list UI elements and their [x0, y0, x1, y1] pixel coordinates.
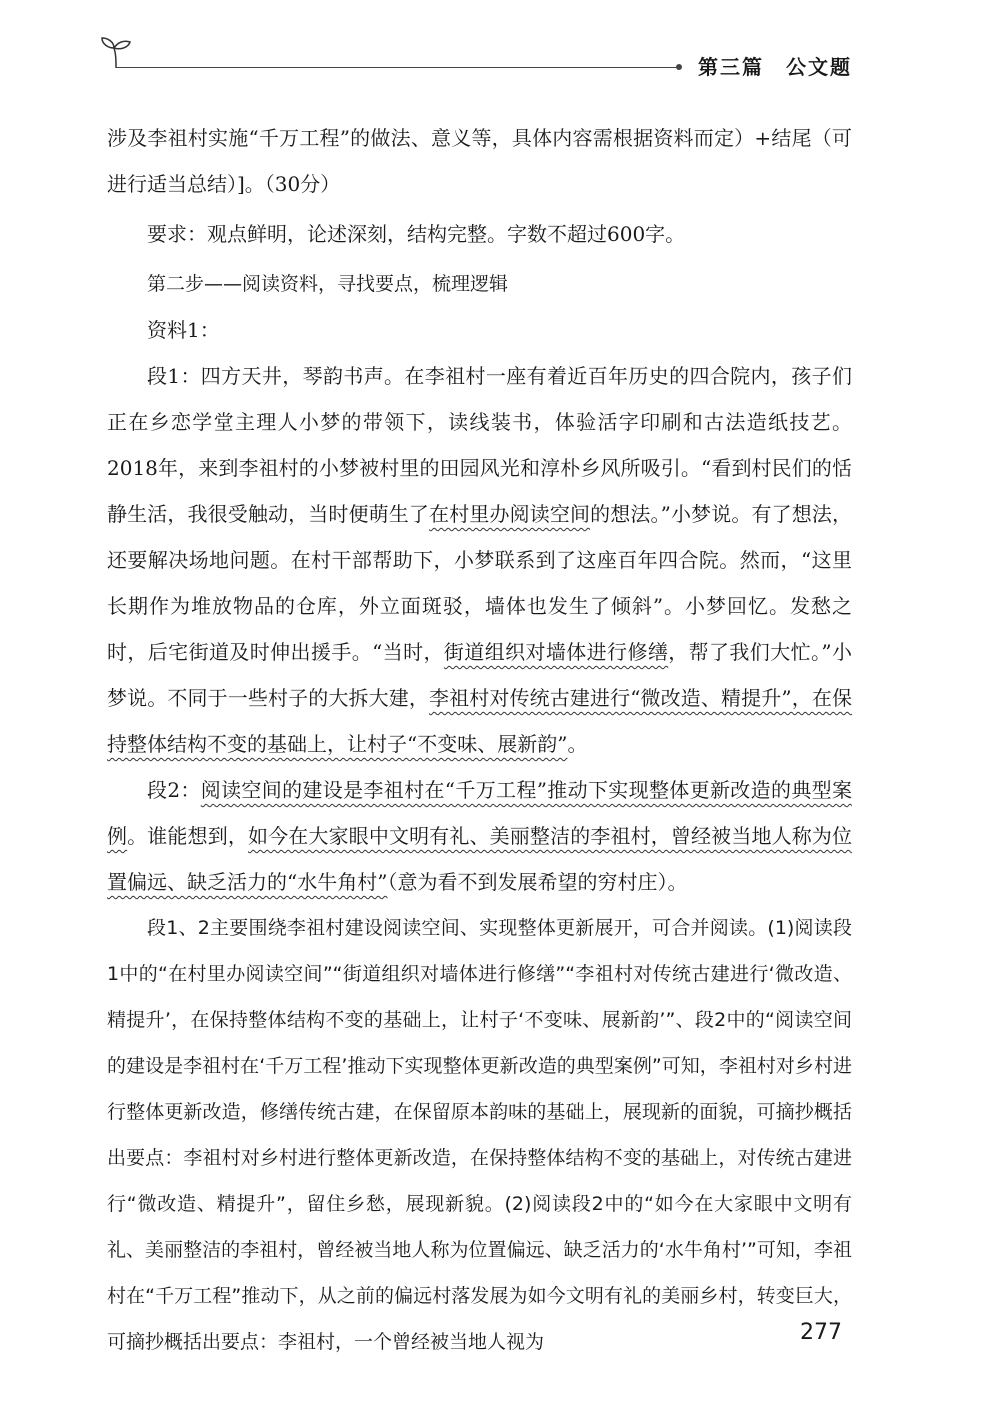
text-run: 的想法。”小梦说。有了想法，还要解决场地问题。在村干部帮助下，小梦联系到了这座百年四合院。然而，“这里长期作为堆放物品的仓库，外立面斑驳，墙体也发生了倾斜”。小梦回忆。发愁之时，后宅街道及时伸出援手。“当时， [107, 502, 852, 664]
text-run: 。谁能想到， [127, 824, 248, 848]
text-run: 段1：四方天井，琴韵书声。在李祖村一座有着近百年历史的四合院内，孩子们正在乡恋学堂主理人小梦的带领下，读线装书，体验活字印刷和古法造纸技艺。2018年，来到李祖村的小梦被村里的田园风光和淳朴乡风所吸引。“看到村民们的恬静生活，我很受触动，当时便萌生了 [107, 364, 852, 526]
wavy-underlined-text: 街道组织对墙体进行修缮 [443, 640, 669, 664]
text-run: ，帮了我们大忙。”小梦说。不同于一些村子的大拆大建， [107, 640, 852, 710]
material-paragraph-2 [107, 767, 852, 905]
page-header [98, 34, 858, 84]
wavy-underlined-text: 如今在大家眼中文明有礼、美丽整洁的李祖村，曾经被当地人称为位置偏远、缺乏活力的“水牛角村” [107, 824, 853, 894]
text-run: 。 [567, 732, 588, 756]
page-body [107, 115, 852, 1365]
header-rule-end [676, 64, 682, 70]
paragraph-continued: 涉及李祖村实施“千万工程”的做法、意义等，具体内容需根据资料而定）+结尾（可进行适当总结）]。（30分） [107, 126, 852, 196]
section-title: 第三篇 公文题 [698, 55, 852, 79]
step-heading: 第二步——阅读资料，寻找要点，梳理逻辑 [147, 273, 509, 295]
page-number: 277 [800, 1320, 842, 1345]
text-run: 段2： [147, 778, 201, 802]
wavy-underlined-text: 在村里办阅读空间 [429, 502, 591, 526]
material-paragraph-1 [107, 353, 852, 767]
paragraph-requirements: 要求：观点鲜明，论述深刻，结构完整。字数不超过600字。 [147, 222, 686, 246]
wavy-underlined-text: 阅读空间的建设是李祖村在“千万工程”推动下实现整体更新改造的典型案例 [107, 778, 852, 848]
header-rule [116, 67, 676, 68]
material-label: 资料1： [147, 318, 220, 342]
analysis-paragraph: 段1、2主要围绕李祖村建设阅读空间、实现整体更新展开，可合并阅读。(1)阅读段1中的“在村里办阅读空间”“街道组织对墙体进行修缮”“李祖村对传统古建进行‘微改造、精提升’，在保持整体结构不变的基础上，让村子‘不变味、展新韵’”、段2中的“阅读空间的建设是李祖村在‘千万工程’推动下实现整体更新改造的典型案例”可知，李祖村对乡村进行整体更新改造，修缮传统古建，在保留原本韵味的基础上，展现新的面貌，可摘抄概括出要点：李祖村对乡村进行整体更新改造，在保持整体结构不变的基础上，对传统古建进行“微改造、精提升”，留住乡愁，展现新貌。(2)阅读段2中的“如今在大家眼中文明有礼、美丽整洁的李祖村，曾经被当地人称为位置偏远、缺乏活力的‘水牛角村’”可知，李祖村在“千万工程”推动下，从之前的偏远村落发展为如今文明有礼的美丽乡村，转变巨大，可摘抄概括出要点：李祖村，一个曾经被当地人视为 [107, 917, 852, 1353]
wavy-underlined-text: 李祖村对传统古建进行“微改造、精提升”，在保持整体结构不变的基础上，让村子“不变味、展新韵” [107, 686, 852, 756]
text-run: （意为看不到发展希望的穷村庄）。 [387, 870, 688, 894]
sprout-icon [98, 34, 138, 74]
